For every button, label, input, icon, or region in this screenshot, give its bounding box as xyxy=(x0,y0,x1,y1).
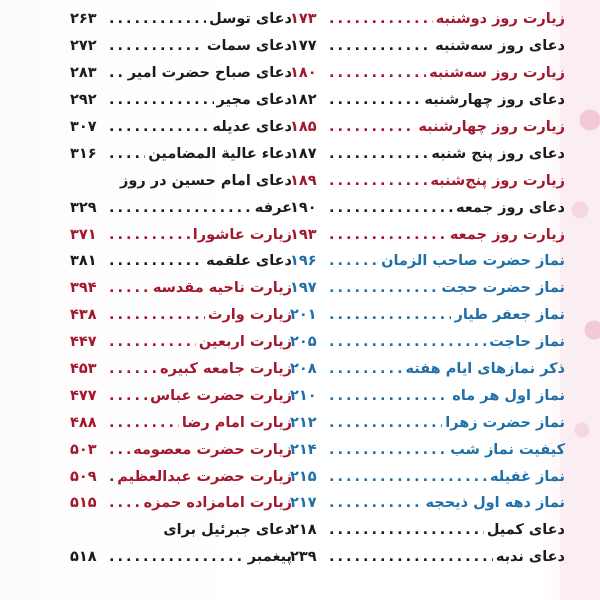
entry-page-number: ۴۴۷ xyxy=(70,334,97,351)
toc-entry xyxy=(70,248,292,275)
toc-entry xyxy=(290,490,565,517)
toc-entry xyxy=(290,329,565,356)
leader-dots xyxy=(109,65,125,81)
floral-border-decoration xyxy=(560,0,600,600)
leader-dots xyxy=(329,415,442,431)
toc-entry xyxy=(70,490,292,517)
entry-title: زیارت حضرت معصومه xyxy=(133,441,292,458)
toc-entry xyxy=(70,329,292,356)
entry-page-number: ۲۰۸ xyxy=(290,361,317,378)
entry-page-number: ۱۸۹ xyxy=(290,172,317,189)
entry-title: دعای جبرئیل برای xyxy=(163,522,292,539)
entry-title: زیارت حضرت عبدالعظیم xyxy=(117,468,292,485)
entry-page-number: ۳۰۷ xyxy=(70,119,97,135)
entry-title: نماز اول هر ماه xyxy=(452,387,565,404)
entry-title: دعای توسل xyxy=(209,11,292,28)
leader-dots xyxy=(329,11,433,27)
entry-page-number: ۱۷۷ xyxy=(290,38,317,55)
toc-entry xyxy=(290,302,565,329)
entry-title: عرفه xyxy=(254,199,292,216)
entry-page-number: ۱۹۶ xyxy=(290,253,317,270)
toc-entry xyxy=(70,60,292,87)
entry-page-number: ۱۷۳ xyxy=(290,11,317,28)
entry-title: نماز حضرت صاحب الزمان xyxy=(381,253,565,270)
entry-page-number: ۴۵۳ xyxy=(70,361,97,378)
toc-entry xyxy=(290,436,565,463)
leader-dots xyxy=(329,92,421,108)
entry-title: دعای کمیل xyxy=(486,522,565,539)
leader-dots xyxy=(109,307,205,323)
entry-page-number: ۵۰۳ xyxy=(70,441,97,458)
entry-page-number: ۲۱۲ xyxy=(290,414,317,431)
leader-dots xyxy=(329,469,487,485)
leader-dots xyxy=(109,253,203,269)
leader-dots xyxy=(329,361,403,377)
leader-dots xyxy=(329,522,484,538)
toc-entry xyxy=(70,33,292,60)
leader-dots xyxy=(109,92,214,108)
entry-page-number: ۲۷۲ xyxy=(70,38,97,55)
leader-dots xyxy=(109,361,157,377)
leader-dots xyxy=(109,388,147,404)
entry-page-number: ۱۸۷ xyxy=(290,145,317,162)
entry-page-number: ۱۸۲ xyxy=(290,92,317,109)
leader-dots xyxy=(109,146,145,162)
entry-title: زیارت روز پنج‌شنبه xyxy=(430,172,565,189)
toc-entry xyxy=(70,140,292,167)
entry-title: زیارت اربعین xyxy=(198,334,292,351)
entry-title: زیارت روز چهارشنبه xyxy=(418,119,565,135)
entry-page-number: ۲۹۲ xyxy=(70,92,97,109)
leader-dots xyxy=(109,415,179,431)
entry-page-number: ۳۷۱ xyxy=(70,226,97,243)
entry-page-number: ۲۱۵ xyxy=(290,468,317,485)
toc-entry xyxy=(290,194,565,221)
toc-entry xyxy=(290,33,565,60)
leader-dots xyxy=(109,200,252,216)
leader-dots xyxy=(329,227,447,243)
toc-entry xyxy=(290,463,565,490)
toc-entry xyxy=(70,544,292,571)
entry-title: دعاء عالیة المضامین xyxy=(148,145,292,162)
entry-title: زیارت روز دوشنبه xyxy=(435,11,565,28)
entry-title: دعای علقمه xyxy=(206,253,292,270)
entry-title: زیارت ناحیه مقدسه xyxy=(152,280,292,297)
toc-column-right xyxy=(290,6,565,598)
toc-entry xyxy=(70,6,292,33)
entry-title: دعای امام حسین در روز xyxy=(120,172,292,189)
entry-title: پیغمبر xyxy=(247,549,292,566)
toc-entry xyxy=(290,544,565,571)
entry-title: نماز جعفر طیار xyxy=(454,307,565,324)
entry-page-number: ۵۰۹ xyxy=(70,468,97,485)
entry-title: دعای روز پنج شنبه xyxy=(431,145,565,162)
leader-dots xyxy=(109,495,141,511)
entry-page-number: ۴۷۷ xyxy=(70,387,97,404)
toc-entry xyxy=(70,302,292,329)
leader-dots xyxy=(329,549,493,565)
leader-dots xyxy=(329,38,432,54)
toc-entry xyxy=(290,60,565,87)
leader-dots xyxy=(329,388,449,404)
leader-dots xyxy=(329,119,415,135)
entry-title: ذکر نمازهای ایام هفته xyxy=(405,361,565,378)
entry-title: زیارت عاشورا xyxy=(192,226,292,243)
leader-dots xyxy=(109,334,196,350)
entry-page-number: ۴۳۸ xyxy=(70,307,97,324)
toc-entry-continued xyxy=(70,517,292,544)
leader-dots xyxy=(109,442,130,458)
toc-entry xyxy=(290,275,565,302)
leader-dots xyxy=(109,280,150,296)
leader-dots xyxy=(109,38,204,54)
entry-page-number: ۳۸۱ xyxy=(70,253,97,270)
leader-dots xyxy=(329,334,486,350)
entry-title: زیارت وارث xyxy=(207,307,292,324)
entry-page-number: ۳۱۶ xyxy=(70,145,97,162)
leader-dots xyxy=(329,173,427,189)
entry-page-number: ۵۱۸ xyxy=(70,549,97,566)
leader-dots xyxy=(329,253,378,269)
entry-title: دعای سمات xyxy=(206,38,292,55)
entry-title: زیارت روز جمعه xyxy=(449,226,565,243)
toc-entry-continued xyxy=(70,167,292,194)
entry-title: زیارت امامزاده حمزه xyxy=(143,495,292,512)
entry-title: زیارت امام رضا xyxy=(181,414,292,431)
entry-page-number: ۳۲۹ xyxy=(70,199,97,216)
entry-title: نماز حضرت زهرا xyxy=(445,414,565,431)
toc-entry xyxy=(290,517,565,544)
entry-title: نماز حضرت حجت xyxy=(441,280,565,297)
toc-entry xyxy=(70,194,292,221)
toc-entry xyxy=(70,436,292,463)
entry-title: دعای روز سه‌شنبه xyxy=(435,38,565,55)
toc-entry xyxy=(290,6,565,33)
entry-page-number: ۳۹۴ xyxy=(70,280,97,297)
toc-entry xyxy=(70,87,292,114)
entry-page-number: ۱۹۷ xyxy=(290,280,317,297)
entry-title: زیارت حضرت عباس xyxy=(150,387,292,404)
entry-page-number: ۱۹۳ xyxy=(290,226,317,243)
entry-title: نماز دهه اول ذیحجه xyxy=(425,495,565,512)
toc-entry xyxy=(290,114,565,141)
entry-title: کیفیت نماز شب xyxy=(450,441,565,458)
entry-page-number: ۲۱۸ xyxy=(290,522,317,539)
toc-entry xyxy=(290,167,565,194)
entry-page-number: ۵۱۵ xyxy=(70,495,97,512)
leader-dots xyxy=(109,119,209,135)
entry-page-number: ۲۱۰ xyxy=(290,387,317,404)
toc-entry xyxy=(290,87,565,114)
leader-dots xyxy=(329,307,451,323)
leader-dots xyxy=(329,200,453,216)
toc-column-left xyxy=(70,6,292,598)
entry-title: دعای صباح حضرت امیر xyxy=(127,65,292,82)
entry-title: نماز حاجت xyxy=(489,334,565,351)
entry-title: زیارت روز سه‌شنبه xyxy=(429,65,565,82)
entry-page-number: ۱۸۵ xyxy=(290,119,317,135)
leader-dots xyxy=(329,65,426,81)
entry-title: دعای روز جمعه xyxy=(455,199,565,216)
toc-entry xyxy=(70,409,292,436)
toc-entry xyxy=(290,382,565,409)
entry-title: دعای مجیر xyxy=(216,92,292,109)
entry-title: دعای عدیله xyxy=(212,119,292,135)
entry-page-number: ۲۶۳ xyxy=(70,11,97,28)
leader-dots xyxy=(109,227,190,243)
toc-entry xyxy=(290,248,565,275)
toc-entry xyxy=(70,275,292,302)
leader-dots xyxy=(329,442,447,458)
entry-page-number: ۲۱۷ xyxy=(290,495,317,512)
leader-dots xyxy=(329,146,428,162)
entry-page-number: ۴۸۸ xyxy=(70,414,97,431)
entry-page-number: ۲۸۳ xyxy=(70,65,97,82)
toc-entry xyxy=(70,463,292,490)
toc-entry xyxy=(290,140,565,167)
entry-title: نماز غفیله xyxy=(490,468,565,485)
entry-page-number: ۲۱۴ xyxy=(290,441,317,458)
leader-dots xyxy=(109,469,114,485)
entry-title: دعای روز چهارشنبه xyxy=(424,92,565,109)
leader-dots xyxy=(329,280,438,296)
toc-entry xyxy=(290,409,565,436)
leader-dots xyxy=(329,495,422,511)
toc-entry xyxy=(290,356,565,383)
entry-page-number: ۱۹۰ xyxy=(290,199,317,216)
leader-dots xyxy=(109,11,206,27)
entry-page-number: ۱۸۰ xyxy=(290,65,317,82)
toc-entry xyxy=(70,382,292,409)
entry-page-number: ۲۳۹ xyxy=(290,549,317,566)
entry-page-number: ۲۰۱ xyxy=(290,307,317,324)
entry-title: دعای ندبه xyxy=(495,549,565,566)
toc-entry xyxy=(290,221,565,248)
toc-entry xyxy=(70,221,292,248)
toc-entry xyxy=(70,356,292,383)
entry-page-number: ۲۰۵ xyxy=(290,334,317,351)
leader-dots xyxy=(109,549,245,565)
toc-entry xyxy=(70,114,292,141)
entry-title: زیارت جامعه کبیره xyxy=(160,361,292,378)
